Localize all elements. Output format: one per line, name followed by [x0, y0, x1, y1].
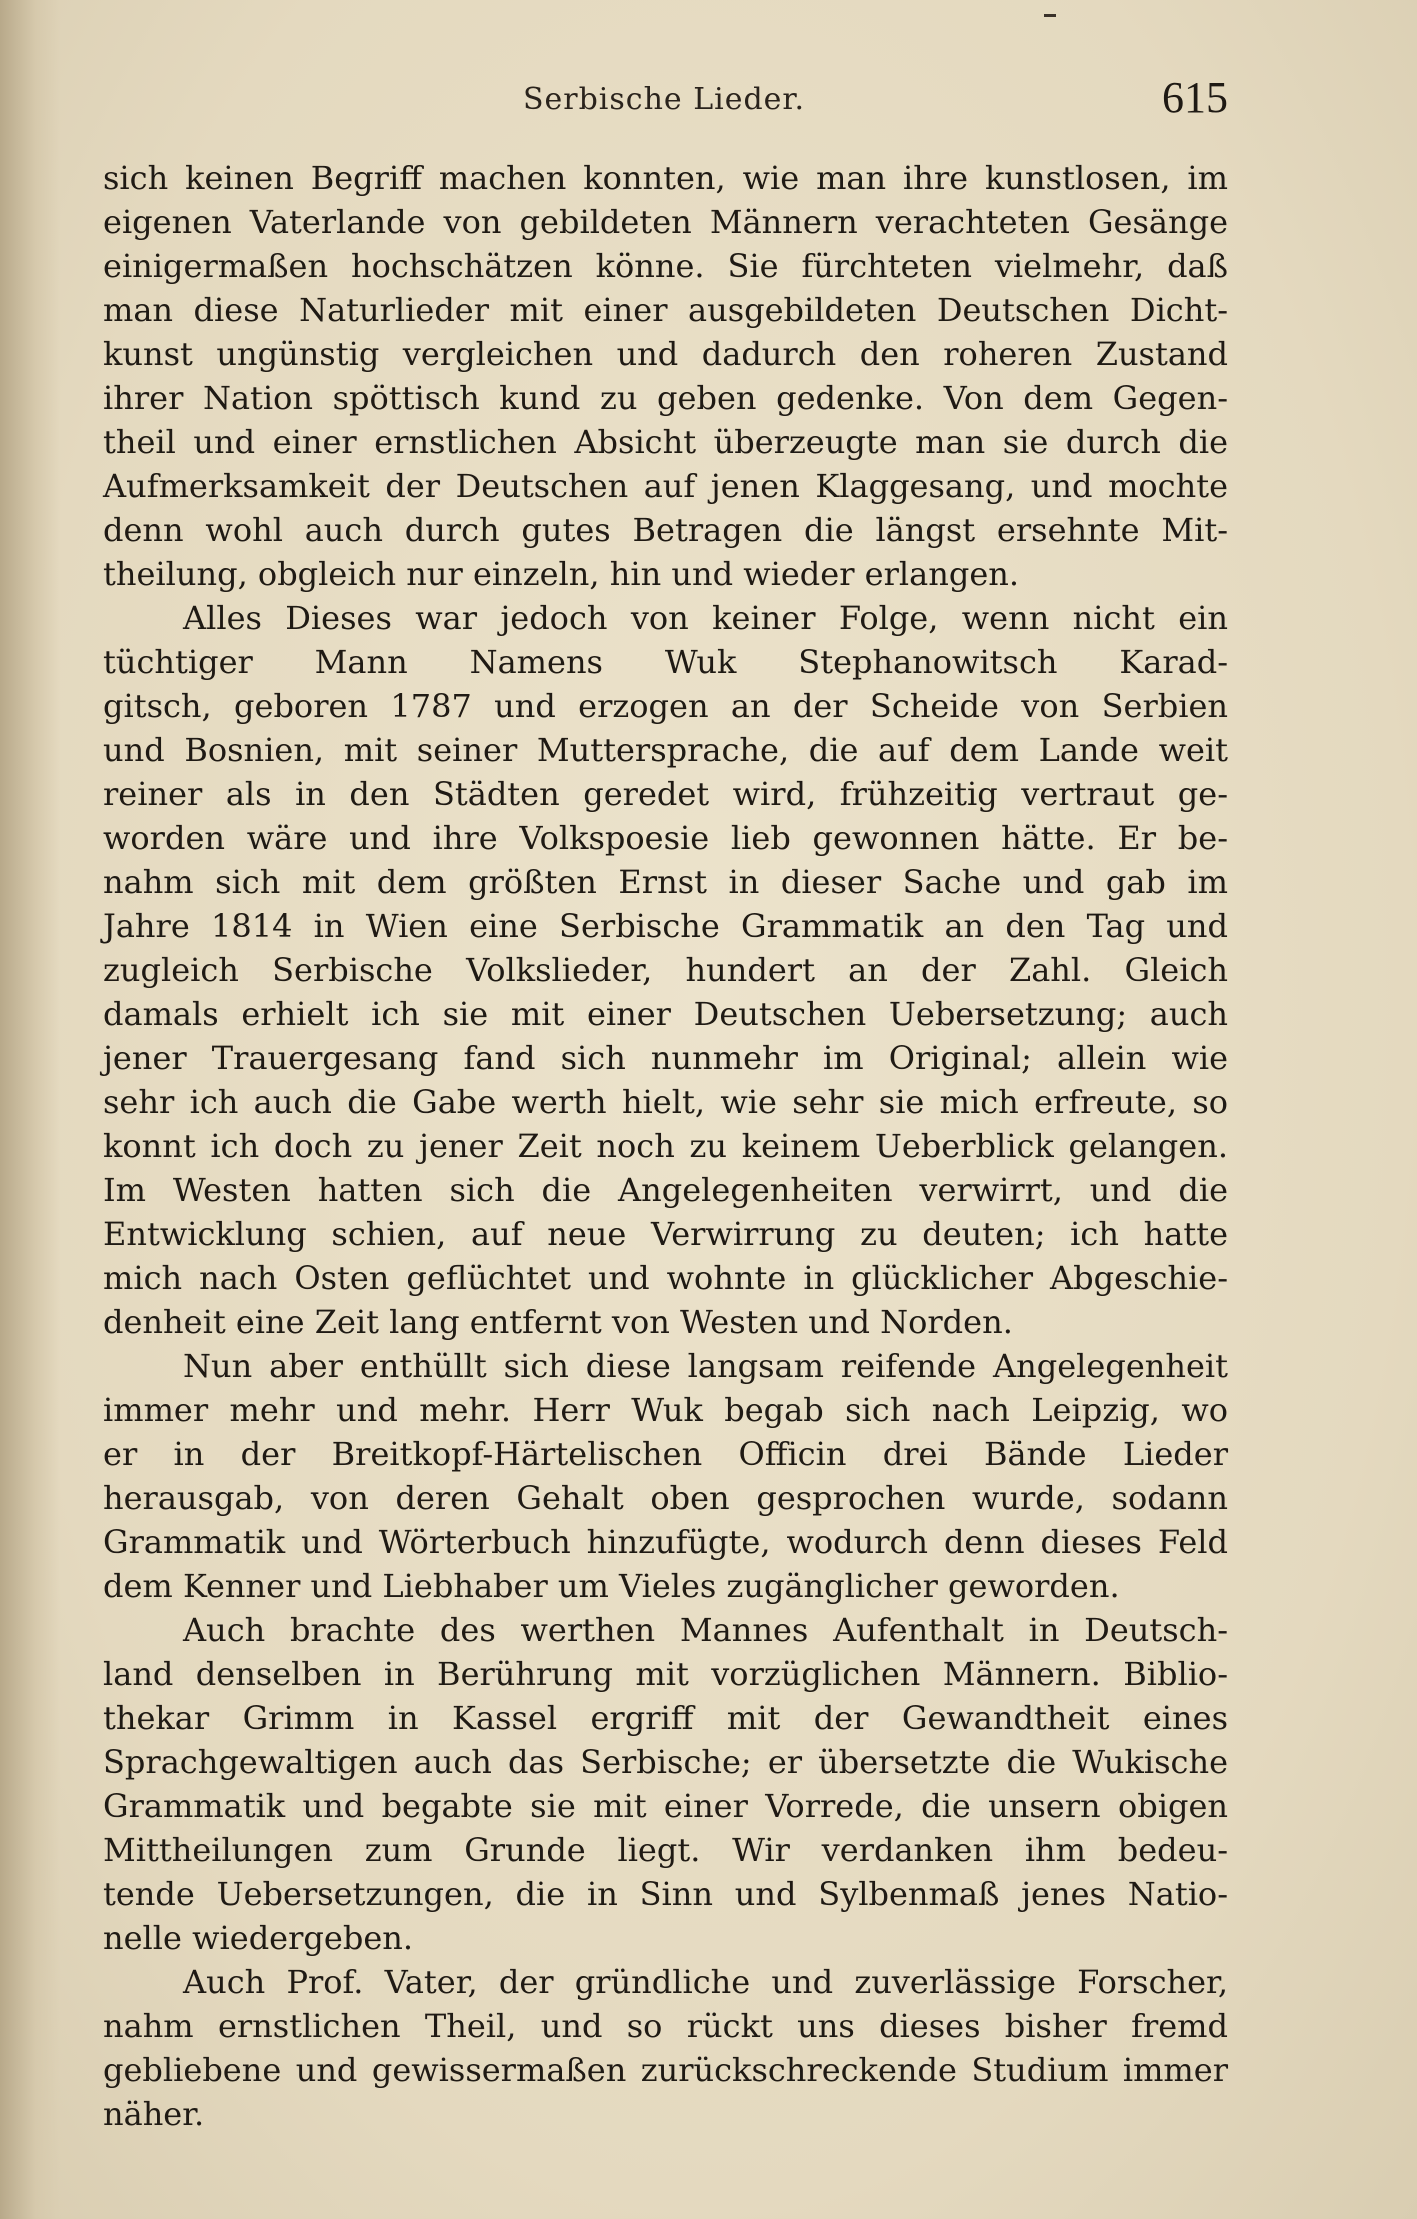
- text-line: dem Kenner und Liebhaber um Vieles zugänglicher geworden.: [103, 1567, 1120, 1605]
- running-title: Serbische Lieder.: [522, 82, 806, 117]
- text-line: Grammatik und Wörterbuch hinzufügte, wodurch denn dieses Feld: [103, 1523, 1228, 1561]
- text-line: herausgab, von deren Gehalt oben gesprochen wurde, sodann: [103, 1479, 1228, 1517]
- page-header: [100, 72, 1228, 132]
- text-line: denheit eine Zeit lang entfernt von Westen und Norden.: [103, 1303, 1013, 1341]
- text-line: reiner als in den Städten geredet wird, frühzeitig vertraut ge-: [103, 775, 1228, 813]
- text-line: gitsch, geboren 1787 und erzogen an der Scheide von Serbien: [103, 687, 1228, 725]
- text-line: eigenen Vaterlande von gebildeten Männern verachteten Gesänge: [103, 203, 1228, 241]
- text-line: kunst ungünstig vergleichen und dadurch den roheren Zustand: [103, 335, 1228, 373]
- text-line: Auch Prof. Vater, der gründliche und zuverlässige Forscher,: [183, 1963, 1228, 2001]
- text-line: konnt ich doch zu jener Zeit noch zu keinem Ueberblick gelangen.: [103, 1127, 1228, 1165]
- text-line: sich keinen Begriff machen konnten, wie man ihre kunstlosen, im: [103, 159, 1228, 197]
- paragraph: [103, 156, 1228, 596]
- text-line: Auch brachte des werthen Mannes Aufenthalt in Deutsch-: [183, 1611, 1228, 1649]
- text-line: sehr ich auch die Gabe werth hielt, wie sehr sie mich erfreute, so: [103, 1083, 1228, 1121]
- print-mark: [1044, 14, 1056, 17]
- text-line: ihrer Nation spöttisch kund zu geben gedenke. Von dem Gegen-: [103, 379, 1228, 417]
- text-line: nahm ernstlichen Theil, und so rückt uns dieses bisher fremd: [103, 2007, 1228, 2045]
- page-number: 615: [1162, 73, 1228, 122]
- text-line: denn wohl auch durch gutes Betragen die längst ersehnte Mit-: [103, 511, 1228, 549]
- text-line: zugleich Serbische Volkslieder, hundert an der Zahl. Gleich: [103, 951, 1228, 989]
- text-line: theilung, obgleich nur einzeln, hin und wieder erlangen.: [103, 555, 1020, 593]
- text-line: nahm sich mit dem größten Ernst in dieser Sache und gab im: [103, 863, 1228, 901]
- page-gutter-shadow: [0, 0, 60, 2219]
- text-line: Im Westen hatten sich die Angelegenheiten verwirrt, und die: [103, 1171, 1228, 1209]
- text-line: gebliebene und gewissermaßen zurückschreckende Studium immer: [103, 2051, 1228, 2089]
- paragraph: [103, 1960, 1228, 2136]
- text-line: man diese Naturlieder mit einer ausgebildeten Deutschen Dicht-: [103, 291, 1228, 329]
- text-line: Mittheilungen zum Grunde liegt. Wir verdanken ihm bedeu-: [103, 1831, 1228, 1869]
- text-line: theil und einer ernstlichen Absicht überzeugte man sie durch die: [103, 423, 1228, 461]
- text-line: einigermaßen hochschätzen könne. Sie fürchteten vielmehr, daß: [103, 247, 1228, 285]
- text-line: tende Uebersetzungen, die in Sinn und Sylbenmaß jenes Natio-: [103, 1875, 1228, 1913]
- text-line: er in der Breitkopf-Härtelischen Officin drei Bände Lieder: [103, 1435, 1228, 1473]
- text-line: jener Trauergesang fand sich nunmehr im Original; allein wie: [103, 1039, 1228, 1077]
- text-line: Sprachgewaltigen auch das Serbische; er übersetzte die Wukische: [103, 1743, 1228, 1781]
- paragraph: [103, 1608, 1228, 1960]
- text-line: näher.: [103, 2095, 205, 2133]
- text-line: Entwicklung schien, auf neue Verwirrung zu deuten; ich hatte: [103, 1215, 1228, 1253]
- text-line: Alles Dieses war jedoch von keiner Folge, wenn nicht ein: [183, 599, 1228, 637]
- text-line: nelle wiedergeben.: [103, 1919, 414, 1957]
- text-line: thekar Grimm in Kassel ergriff mit der Gewandtheit eines: [103, 1699, 1228, 1737]
- paragraph: [103, 1344, 1228, 1608]
- body-text: [103, 156, 1228, 2136]
- text-line: worden wäre und ihre Volkspoesie lieb gewonnen hätte. Er be-: [103, 819, 1228, 857]
- text-line: tüchtiger Mann Namens Wuk Stephanowitsch Karad-: [103, 643, 1228, 681]
- paragraph: [103, 596, 1228, 1344]
- text-line: Grammatik und begabte sie mit einer Vorrede, die unsern obigen: [103, 1787, 1228, 1825]
- text-line: land denselben in Berührung mit vorzüglichen Männern. Biblio-: [103, 1655, 1228, 1693]
- text-line: Nun aber enthüllt sich diese langsam reifende Angelegenheit: [183, 1347, 1228, 1385]
- text-line: und Bosnien, mit seiner Muttersprache, die auf dem Lande weit: [103, 731, 1228, 769]
- text-line: Jahre 1814 in Wien eine Serbische Grammatik an den Tag und: [103, 907, 1228, 945]
- text-line: mich nach Osten geflüchtet und wohnte in glücklicher Abgeschie-: [103, 1259, 1228, 1297]
- text-line: damals erhielt ich sie mit einer Deutschen Uebersetzung; auch: [103, 995, 1228, 1033]
- text-line: immer mehr und mehr. Herr Wuk begab sich nach Leipzig, wo: [103, 1391, 1228, 1429]
- text-line: Aufmerksamkeit der Deutschen auf jenen Klaggesang, und mochte: [103, 467, 1228, 505]
